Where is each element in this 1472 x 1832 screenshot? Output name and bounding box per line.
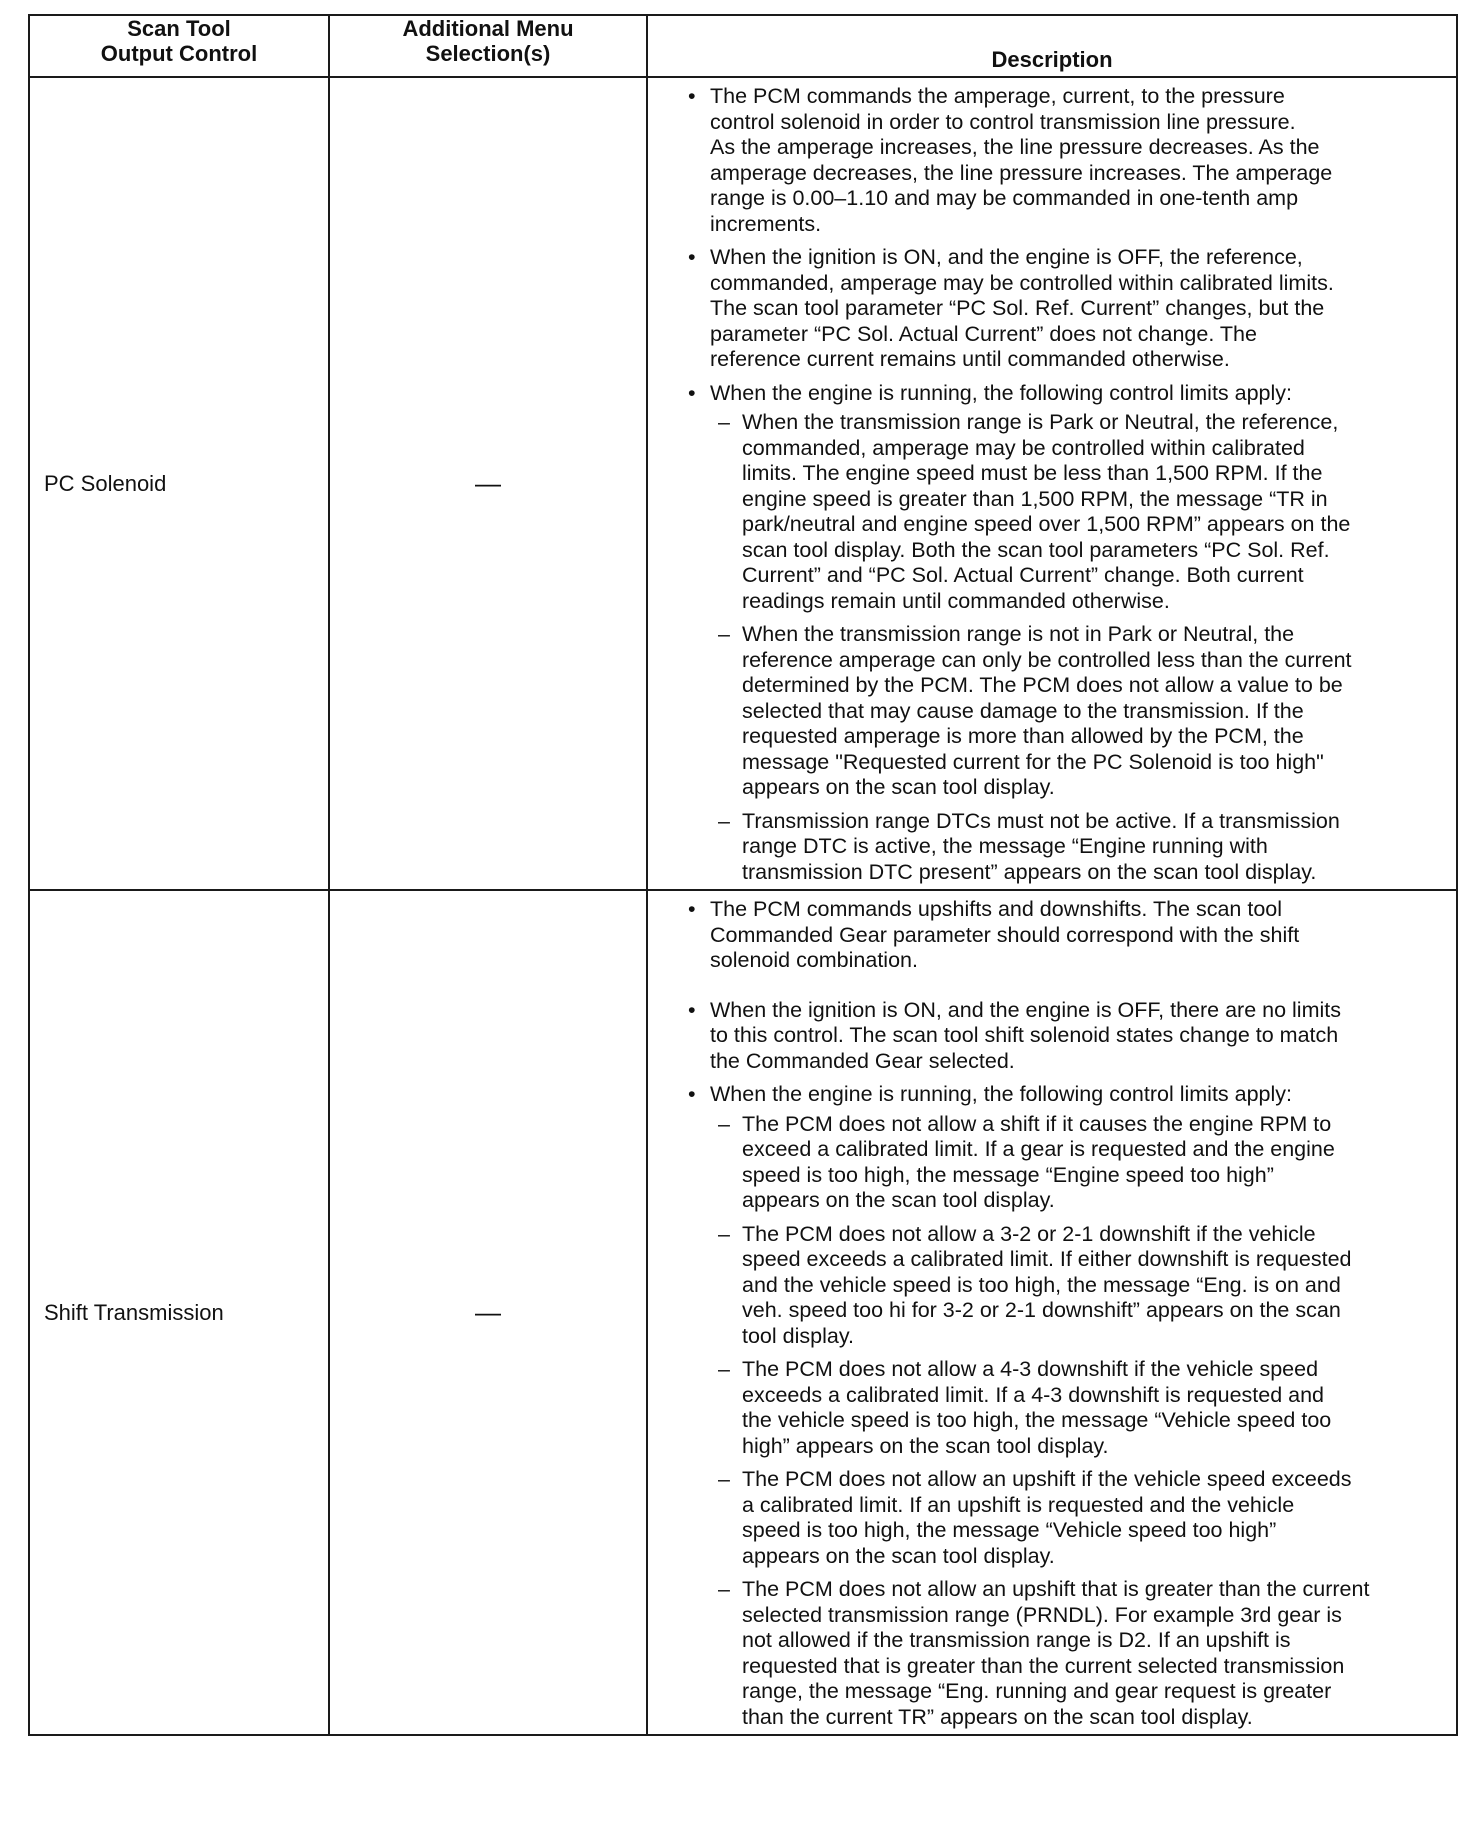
bullet-item — [648, 998, 1450, 1075]
text-line: a calibrated limit. If an upshift is requested and the vehicle — [742, 1492, 1295, 1517]
text-line: and the vehicle speed is too high, the message “Eng. is on and — [742, 1272, 1341, 1297]
text-line: Transmission range DTCs must not be active. If a transmission — [742, 808, 1340, 833]
bullet-glyph: • — [688, 897, 696, 921]
dash-glyph: – — [718, 1357, 730, 1381]
text-line: to this control. The scan tool shift solenoid states change to match — [710, 1023, 1339, 1047]
text-line: The scan tool parameter “PC Sol. Ref. Current” changes, but the — [710, 296, 1325, 320]
bullet-glyph: • — [688, 997, 696, 1022]
bullet-glyph: • — [688, 1082, 696, 1106]
bullet-item — [648, 245, 1450, 373]
text-line: the Commanded Gear selected. — [710, 1048, 1015, 1073]
table-body — [29, 77, 1457, 1735]
header-output-line-1: Scan Tool — [127, 16, 231, 41]
sub-bullet-list — [710, 410, 1450, 885]
text-line: When the ignition is ON, and the engine is OFF, there are no limits — [710, 997, 1341, 1022]
header-output-line-2: Output Control — [100, 41, 258, 66]
text-line: speed exceeds a calibrated limit. If either downshift is requested — [742, 1247, 1352, 1271]
text-line: range DTC is active, the message “Engine running with — [742, 834, 1268, 858]
text-line: amperage decreases, the line pressure increases. The amperage — [710, 160, 1333, 185]
text-line: parameter “PC Sol. Actual Current” does not change. The — [710, 321, 1257, 346]
text-line: selected that may cause damage to the transmission. If the — [742, 698, 1304, 723]
dash-glyph: – — [718, 1467, 730, 1491]
text-line: The PCM does not allow a shift if it causes the engine RPM to — [742, 1111, 1332, 1136]
text-line: The PCM does not allow a 4-3 downshift if the vehicle speed — [742, 1357, 1319, 1381]
bullet-list — [648, 84, 1450, 885]
scan-tool-output-control-table — [28, 14, 1458, 1736]
text-line: requested that is greater than the current selected transmission — [742, 1653, 1345, 1678]
text-line: appears on the scan tool display. — [742, 1543, 1055, 1568]
text-line: The PCM does not allow an upshift if the vehicle speed exceeds — [742, 1467, 1352, 1491]
output-control-cell: PC Solenoid — [29, 77, 329, 890]
description-cell — [647, 77, 1457, 890]
text-line: The PCM does not allow an upshift that is greater than the current — [742, 1577, 1370, 1601]
menu-selection-cell: — — [329, 890, 647, 1735]
bullet-item — [648, 1082, 1450, 1730]
text-line: control solenoid in order to control transmission line pressure. — [710, 109, 1296, 134]
sub-bullet-item — [710, 622, 1450, 801]
header-menu-line-2: Selection(s) — [425, 41, 551, 66]
text-line: requested amperage is more than allowed by the PCM, the — [742, 724, 1304, 748]
text-line: limits. The engine speed must be less than 1,500 RPM. If the — [742, 461, 1323, 485]
text-line: solenoid combination. — [710, 948, 918, 972]
text-line: The PCM commands upshifts and downshifts. The scan tool — [710, 897, 1283, 921]
output-control-cell: Shift Transmission — [29, 890, 329, 1735]
text-line: Commanded Gear parameter should correspond with the shift — [710, 922, 1300, 947]
header-menu-line-1: Additional Menu — [402, 16, 574, 41]
text-line: the vehicle speed is too high, the message “Vehicle speed too — [742, 1408, 1332, 1432]
text-line: selected transmission range (PRNDL). For example 3rd gear is — [742, 1602, 1342, 1627]
text-line: not allowed if the transmission range is D2. If an upshift is — [742, 1628, 1291, 1652]
text-line: speed is too high, the message “Vehicle speed too high” — [742, 1518, 1277, 1542]
text-line: The PCM does not allow a 3-2 or 2-1 downshift if the vehicle — [742, 1221, 1316, 1246]
text-line: than the current TR” appears on the scan tool display. — [742, 1704, 1253, 1729]
text-line: high” appears on the scan tool display. — [742, 1433, 1109, 1458]
text-line: speed is too high, the message “Engine speed too high” — [742, 1162, 1274, 1187]
text-line: message "Requested current for the PC Solenoid is too high" — [742, 749, 1324, 774]
text-line: When the transmission range is not in Park or Neutral, the — [742, 622, 1295, 646]
text-line: transmission DTC present” appears on the scan tool display. — [742, 859, 1317, 884]
sub-bullet-item — [710, 410, 1450, 614]
text-line: When the ignition is ON, and the engine is OFF, the reference, — [710, 245, 1303, 269]
text-line: The PCM commands the amperage, current, to the pressure — [710, 84, 1285, 108]
description-cell — [647, 890, 1457, 1735]
text-line: reference current remains until commanded otherwise. — [710, 347, 1230, 371]
bullet-list — [648, 897, 1450, 1730]
dash-glyph: – — [718, 808, 730, 833]
text-line: determined by the PCM. The PCM does not allow a value to be — [742, 673, 1343, 697]
bullet-glyph: • — [688, 84, 696, 108]
dash-glyph: – — [718, 622, 730, 646]
text-line: exceed a calibrated limit. If a gear is requested and the engine — [742, 1137, 1335, 1161]
text-line: commanded, amperage may be controlled within calibrated limits. — [710, 270, 1334, 295]
text-line: scan tool display. Both the scan tool parameters “PC Sol. Ref. — [742, 537, 1330, 562]
dash-glyph: – — [718, 1111, 730, 1136]
header-additional-menu-selections — [329, 15, 647, 77]
sub-bullet-item — [710, 1112, 1450, 1214]
text-line: exceeds a calibrated limit. If a 4-3 downshift is requested and — [742, 1382, 1325, 1407]
text-line: appears on the scan tool display. — [742, 775, 1055, 799]
text-line: appears on the scan tool display. — [742, 1188, 1055, 1212]
bullet-item — [648, 381, 1450, 886]
text-line: When the engine is running, the following control limits apply: — [710, 1082, 1293, 1106]
text-line: reference amperage can only be controlled less than the current — [742, 647, 1352, 672]
text-line: As the amperage increases, the line pressure decreases. As the — [710, 135, 1320, 159]
header-description — [647, 15, 1457, 77]
text-line: tool display. — [742, 1323, 854, 1348]
bullet-glyph: • — [688, 380, 696, 405]
menu-selection-cell: — — [329, 77, 647, 890]
text-line: range, the message “Eng. running and gear request is greater — [742, 1679, 1332, 1703]
text-line: park/neutral and engine speed over 1,500 RPM” appears on the — [742, 512, 1351, 536]
table-row — [29, 890, 1457, 1735]
dash-glyph: – — [718, 1577, 730, 1601]
sub-bullet-item — [710, 1577, 1450, 1730]
text-line: Current” and “PC Sol. Actual Current” change. Both current — [742, 563, 1304, 587]
header-scan-tool-output-control — [29, 15, 329, 77]
bullet-glyph: • — [688, 245, 696, 269]
sub-bullet-item — [710, 809, 1450, 886]
dash-glyph: – — [718, 1221, 730, 1246]
text-line: When the transmission range is Park or Neutral, the reference, — [742, 410, 1339, 434]
bullet-item — [648, 897, 1450, 974]
text-line: veh. speed too hi for 3-2 or 2-1 downshift” appears on the scan — [742, 1298, 1341, 1322]
text-line: When the engine is running, the following control limits apply: — [710, 380, 1293, 405]
table-row — [29, 77, 1457, 890]
bullet-item — [648, 84, 1450, 237]
sub-bullet-item — [710, 1222, 1450, 1350]
header-row — [29, 15, 1457, 77]
sub-bullet-item — [710, 1357, 1450, 1459]
header-description-label: Description — [991, 47, 1113, 72]
text-line: range is 0.00–1.10 and may be commanded in one-tenth amp — [710, 186, 1299, 210]
sub-bullet-list — [710, 1112, 1450, 1731]
sub-bullet-item — [710, 1467, 1450, 1569]
dash-glyph: – — [718, 410, 730, 434]
text-line: increments. — [710, 211, 822, 236]
text-line: readings remain until commanded otherwise. — [742, 588, 1170, 613]
text-line: engine speed is greater than 1,500 RPM, the message “TR in — [742, 486, 1328, 511]
text-line: commanded, amperage may be controlled within calibrated — [742, 435, 1305, 460]
